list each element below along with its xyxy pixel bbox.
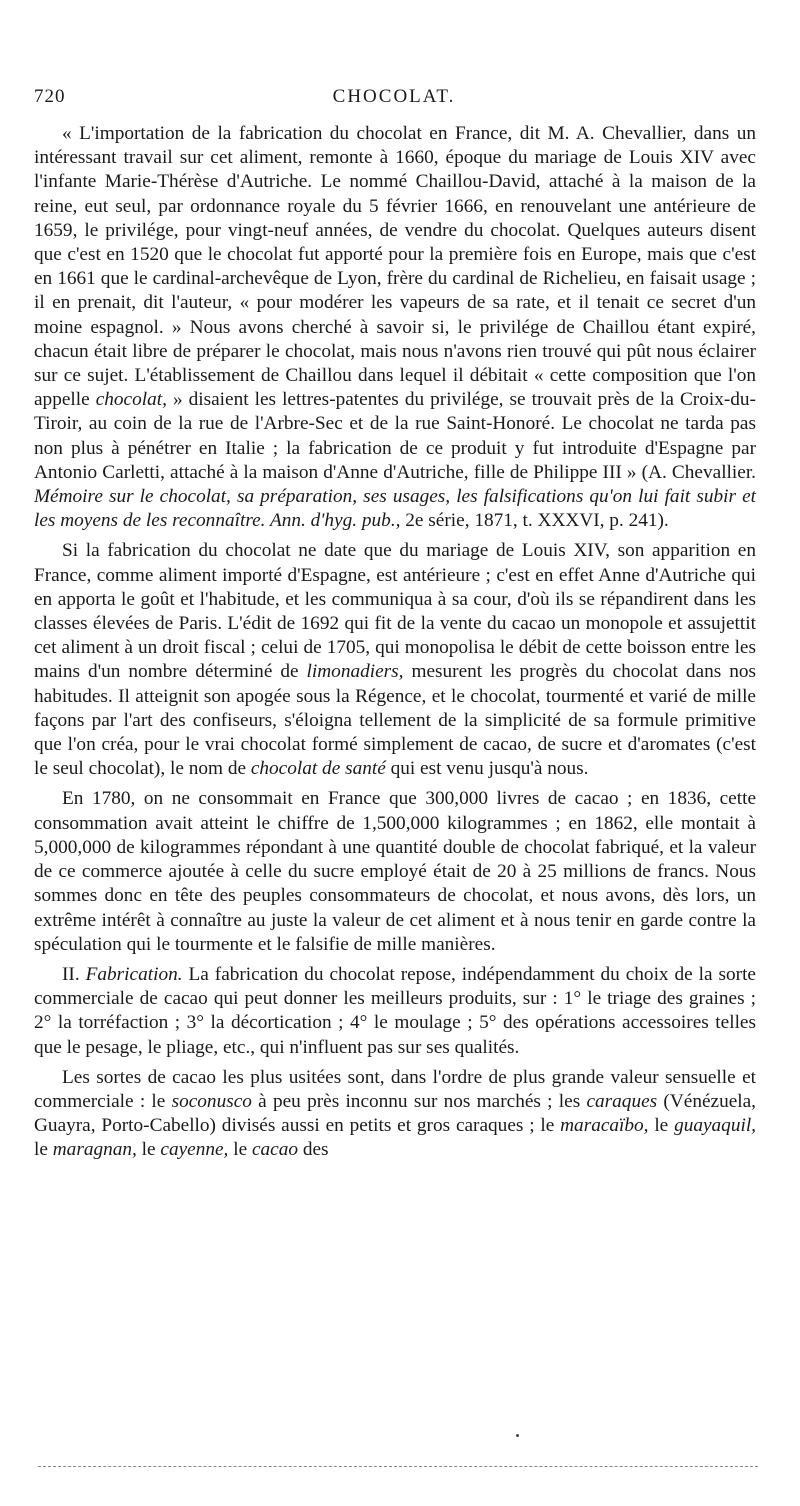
- footer-dotted-rule: [38, 1466, 758, 1467]
- text-run: le: [228, 1139, 252, 1161]
- italic-term: guayaquil,: [674, 1115, 756, 1137]
- italic-term: limonadiers,: [306, 661, 404, 683]
- italic-term: soconusco: [171, 1090, 252, 1112]
- paragraph-cacao-sorts: [34, 1066, 756, 1163]
- text-run: le: [648, 1115, 675, 1137]
- italic-term: cayenne,: [160, 1139, 229, 1161]
- italic-term: maragnan,: [52, 1139, 137, 1161]
- text-run: La fabrication du chocolat repose, indépendamment du choix de la sorte commerciale de cacao qui peut donner les meilleurs produits, sur : 1° le triage des graines ; 2° la torréfaction ; 3° la décortication ; 4° le moulage ; 5° des opérations accessoires telles que le pesage, le pliage, etc., qui n'influent pas sur ses qualités.: [34, 963, 756, 1058]
- running-title: CHOCOLAT.: [332, 86, 456, 107]
- text-run: le: [136, 1139, 161, 1161]
- text-run: à peu près inconnu sur nos marchés ; les: [251, 1090, 587, 1112]
- text-run: Si la fabrication du chocolat ne date que du mariage de Louis XIV, son apparition en France, comme aliment importé d'Espagne, est antérieure ; c'est en effet Anne d'Autriche qui en apporta le goût et l'habitude, et les communiqua à sa cour, d'où ils se répandirent dans les classes élevées de Paris. L'édit de 1692 qui fit de la vente du cacao un monopole et assujettit cet aliment à un droit fiscal ; celui de 1705, qui monopolisa le débit de cette boisson entre les mains d'un nombre déterminé de: [34, 540, 756, 683]
- paragraph-consumption: En 1780, on ne consommait en France que 300,000 livres de cacao ; en 1836, cette consommation avait atteint le chiffre de 1,500,000 kilogrammes ; en 1862, elle montait à 5,000,000 de kilogrammes répondant à une quantité double de chocolat fabriqué, et la valeur de ce commerce ajoutée à celle du sucre employé était de 20 à 25 millions de francs. Nous sommes donc en tête des peuples consommateurs de chocolat, et nous avons, dès lors, un extrême intérêt à connaître au juste la valeur de cet aliment et à nous tenir en garde contre la spéculation qui le tourmente et le falsifie de mille manières.: [34, 788, 756, 955]
- paragraph-fabrication: [34, 963, 756, 1060]
- italic-term: cacao: [251, 1139, 298, 1161]
- italic-term: chocolat,: [95, 389, 167, 411]
- text-run: « L'importation de la fabrication du chocolat en France, dit M. A. Chevallier, dans un intéressant travail sur cet aliment, remonte à 1660, époque du mariage de Louis XIV avec l'infante Marie-Thérèse d'Autriche. Le nommé Chaillou-David, attaché à la maison de la reine, eut seul, par ordonnance royale du 5 février 1666, en renouvelant une antérieure de 1659, le privilége, pour vingt-neuf années, de vendre du chocolat. Quelques auteurs disent que c'est en 1520 que le chocolat fut apporté pour la première fois en Europe, mais que c'est en 1661 que le cardinal-archevêque de Lyon, frère du cardinal de Richelieu, en faisait usage ; il en prenait, dit l'auteur, « pour modérer les vapeurs de sa rate, et il tenait ce secret d'un moine espagnol. » Nous avons cherché à savoir si, le privilége de Chaillou étant expiré, chacun était libre de préparer le chocolat, mais nous n'avons rien trouvé qui pût nous éclairer sur ce sujet. L'établissement de Chaillou dans lequel il débitait « cette composition que l'on appelle: [34, 123, 756, 411]
- text-run: 2e série, 1871, t. XXXVI, p. 241).: [400, 510, 669, 532]
- page-number: 720: [34, 86, 66, 107]
- text-run: » disaient les lettres-patentes du privilége, se trouvait près de la Croix-du-Tiroir, au coin de la rue de l'Arbre-Sec et de la rue Saint-Honoré. Le chocolat ne tarda pas non plus à pénétrer en Italie ; la fabrication de ce produit y fut introduite d'Espagne par Antonio Carletti, attaché à la maison d'Anne d'Autriche, fille de Philippe III » (A. Chevallier.: [34, 389, 756, 483]
- running-header: [34, 86, 754, 114]
- italic-term: caraques: [586, 1090, 658, 1112]
- text-run: des: [298, 1139, 329, 1161]
- text-run: Les sortes de cacao les plus usitées sont, dans l'ordre de plus grande valeur sensuelle et commerciale : le: [34, 1066, 756, 1112]
- citation-title: Mémoire sur le chocolat, sa préparation, ses usages, les falsifications qu'on lui fait subir et les moyens de les reconnaître. Ann. d'hyg. pub.,: [34, 486, 756, 532]
- text-run: (Vénézuela, Guayra, Porto-Cabello) divisés aussi en petits et gros caraques ; le: [34, 1090, 757, 1137]
- paragraph-history: [34, 122, 756, 533]
- section-number: II.: [62, 963, 86, 985]
- text-run: qui est venu jusqu'à nous.: [385, 758, 589, 780]
- paragraph-introduction: [34, 539, 756, 781]
- italic-term: chocolat de santé: [250, 758, 386, 780]
- text-run: mesurent les progrès du chocolat dans nos habitudes. Il atteignit son apogée sous la Régence, et le chocolat, tourmenté et varié de mille façons par l'art des confiseurs, s'éloigna tellement de la simplicité de sa formule primitive que l'on créa, pour le vrai chocolat formé simplement de cacao, de sucre et d'aromates (c'est le seul chocolat), le nom de: [34, 661, 756, 780]
- section-heading: Fabrication.: [85, 963, 183, 985]
- page-body: [34, 122, 756, 1163]
- text-run: le: [34, 1139, 53, 1161]
- print-speck: [516, 1434, 519, 1437]
- italic-term: maracaïbo,: [560, 1115, 649, 1137]
